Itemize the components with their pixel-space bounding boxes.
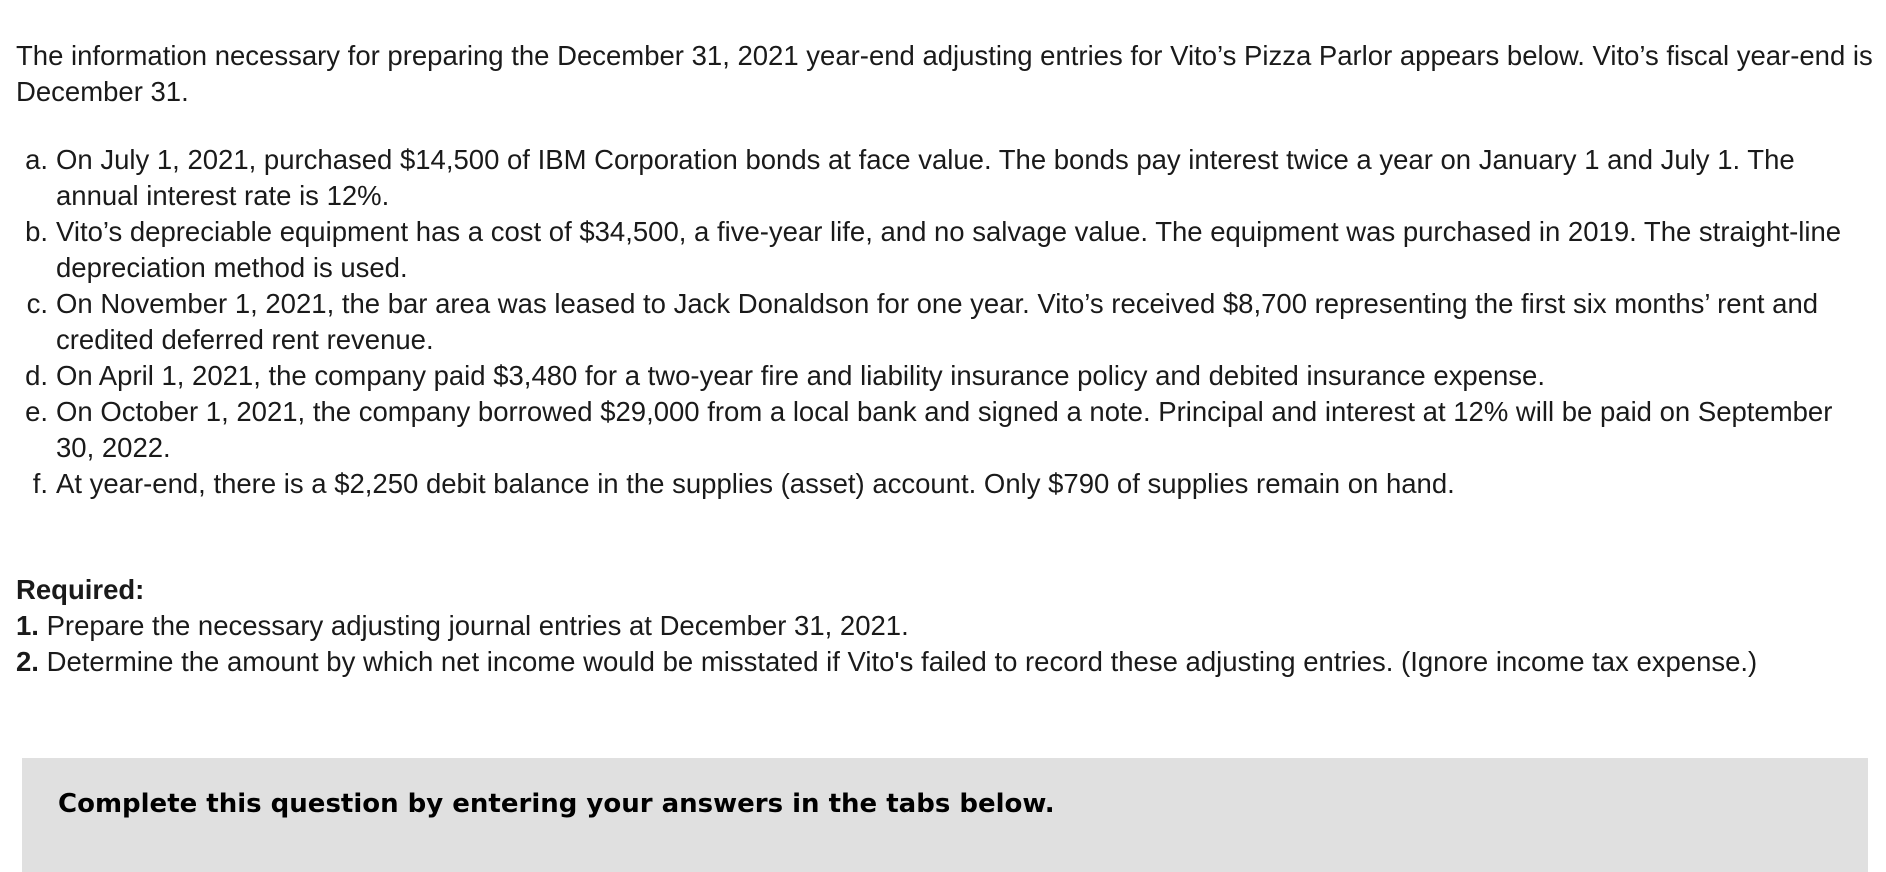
list-item — [16, 142, 1878, 214]
item-text: On April 1, 2021, the company paid $3,480 for a two-year fire and liability insurance policy and debited insurance expense. — [56, 360, 1545, 391]
required-line-2 — [16, 644, 1878, 680]
item-text: On October 1, 2021, the company borrowed $29,000 from a local bank and signed a note. Principal and interest at 12% will be paid on September 30, 2022. — [56, 396, 1833, 463]
list-item — [16, 394, 1878, 466]
item-marker: d. — [25, 360, 48, 391]
item-text: At year-end, there is a $2,250 debit balance in the supplies (asset) account. Only $790 of supplies remain on hand. — [56, 468, 1455, 499]
item-text: On November 1, 2021, the bar area was leased to Jack Donaldson for one year. Vito’s received $8,700 representing the first six months’ rent and credited deferred rent revenue. — [56, 288, 1819, 355]
problem-intro: The information necessary for preparing the December 31, 2021 year-end adjusting entries for Vito’s Pizza Parlor appears below. Vito’s fiscal year-end is December 31. — [16, 40, 1873, 107]
list-item — [16, 286, 1878, 358]
required-text: Prepare the necessary adjusting journal entries at December 31, 2021. — [46, 610, 909, 641]
required-section — [16, 572, 1878, 680]
required-number: 1. — [16, 610, 39, 641]
item-marker: c. — [26, 288, 48, 319]
list-item — [16, 358, 1878, 394]
list-item — [16, 466, 1878, 502]
item-marker: f. — [32, 468, 48, 499]
item-marker: e. — [25, 396, 48, 427]
required-line-1 — [16, 608, 1878, 644]
item-marker: b. — [25, 216, 48, 247]
required-text: Determine the amount by which net income would be misstated if Vito's failed to record these adjusting entries. (Ignore income tax expense.) — [46, 646, 1758, 677]
problem-items-list — [16, 142, 1878, 502]
list-item — [16, 214, 1878, 286]
required-number: 2. — [16, 646, 39, 677]
item-text: Vito’s depreciable equipment has a cost of $34,500, a five-year life, and no salvage value. The equipment was purchased in 2019. The straight-line depreciation method is used. — [56, 216, 1842, 283]
required-heading: Required: — [16, 574, 145, 605]
instruction-text: Complete this question by entering your answers in the tabs below. — [58, 789, 1055, 819]
item-text: On July 1, 2021, purchased $14,500 of IBM Corporation bonds at face value. The bonds pay interest twice a year on January 1 and July 1. The annual interest rate is 12%. — [56, 144, 1795, 211]
problem-content — [16, 38, 1878, 680]
item-marker: a. — [25, 144, 48, 175]
instruction-panel — [22, 758, 1868, 872]
